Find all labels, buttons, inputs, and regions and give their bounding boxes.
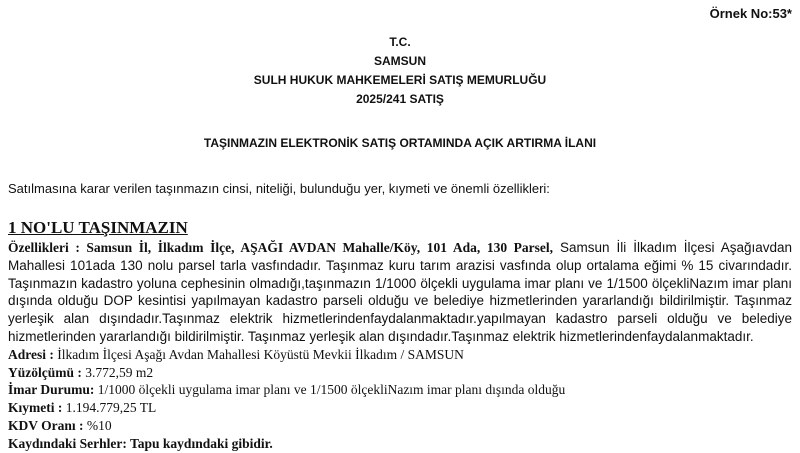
court-header (0, 33, 800, 109)
header-line-city: SAMSUN (373, 54, 426, 68)
area-row (8, 364, 792, 382)
header-line-case-number: 2025/241 SATIŞ (356, 92, 444, 106)
area-value: 3.772,59 m2 (81, 364, 154, 380)
sample-number: Örnek No:53* (709, 6, 792, 21)
features-text: Samsun İli İlkadım İlçesi Aşağıavdan Mahallesi 101ada 130 nolu parsel tarla vasfındadır. Taşınmaz kuru tarım arazisi vasfında olup ortalama eğimi % 15 civarındadır. Taşınmazın kadastro yoluna cephesinin olmadığı,taşınmazın 1/1000 ölçekli uygulama imar planı ve 1/1500 ölçekliNazım imar planı dışında olduğu DOP kesintisi yapılmayan kadastro parseli olduğu ve belediye hizmetlerinden yararlandığı bildirilmiştir. Taşınmaz yerleşik alan dışındadır.Taşınmaz elektrik hizmetlerindenfaydalanmaktadır.yapılmayan kadastro parseli olduğu ve belediye hizmetlerinden yararlandığı bildirilmiştir. Taşınmaz yerleşik alan dışındadır.Taşınmaz elektrik hizmetlerindenfaydalanmaktadır. (8, 240, 792, 344)
intro-text: Satılmasına karar verilen taşınmazın cinsi, niteliği, bulunduğu yer, kıymeti ve önemli özellikleri: (8, 181, 550, 196)
header-line-tc: T.C. (389, 35, 411, 49)
lot-title: 1 NO'LU TAŞINMAZIN (8, 218, 188, 237)
header-line-office: SULH HUKUK MAHKEMELERİ SATIŞ MEMURLUĞU (253, 73, 547, 87)
annotations-label: Kaydındaki Serhler: (8, 435, 127, 451)
area-label: Yüzölçümü : (8, 364, 82, 380)
address-value: İlkadım İlçesi Aşağı Avdan Mahallesi Köyüstü Mevkii İlkadım / SAMSUN (53, 346, 464, 362)
address-row (8, 346, 792, 364)
value-row (8, 399, 792, 417)
zoning-value: 1/1000 ölçekli uygulama imar planı ve 1/1500 ölçekliNazım imar planı dışında olduğu (94, 382, 566, 398)
features-label: Özellikleri : Samsun İl, İlkadım İlçe, AŞAĞI AVDAN Mahalle/Köy, 101 Ada, 130 Parsel, (8, 240, 554, 255)
vat-value: %10 (83, 417, 112, 433)
zoning-row (8, 381, 792, 399)
vat-label: KDV Oranı : (8, 417, 84, 433)
features-paragraph (8, 239, 792, 346)
vat-row (8, 417, 792, 435)
value-label: Kıymeti : (8, 400, 63, 416)
address-label: Adresi : (8, 346, 54, 362)
annotations-value: Tapu kaydındaki gibidir. (126, 435, 273, 451)
zoning-label: İmar Durumu: (8, 382, 95, 398)
announcement-title: TAŞINMAZIN ELEKTRONİK SATIŞ ORTAMINDA AÇIK ARTIRMA İLANI (203, 136, 597, 150)
value-amount: 1.194.779,25 TL (62, 400, 157, 416)
lot-details (8, 239, 792, 453)
